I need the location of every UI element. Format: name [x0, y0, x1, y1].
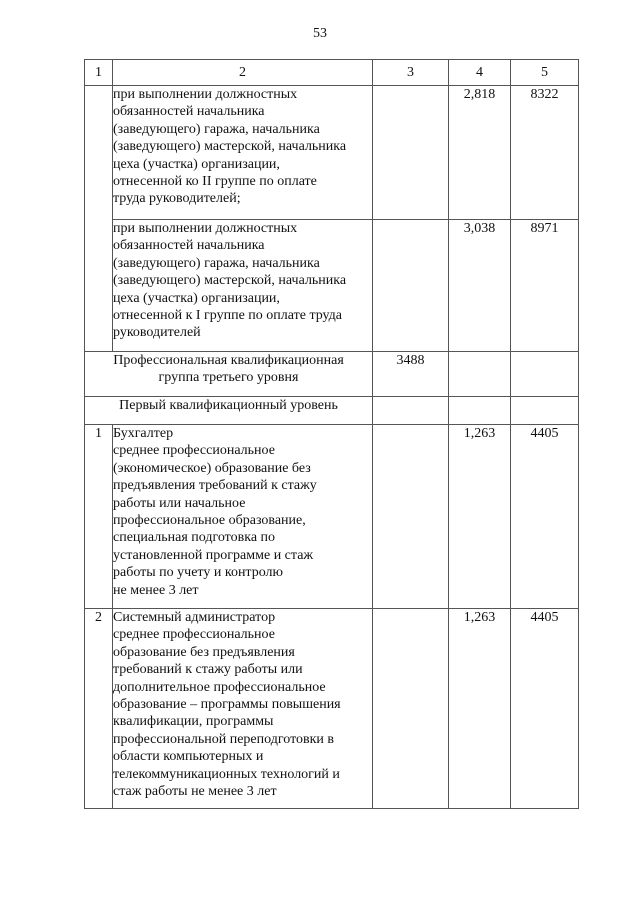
base-salary-cell	[373, 86, 449, 220]
coefficient-cell: 1,263	[449, 425, 511, 609]
empty-cell	[511, 397, 579, 425]
row-number-cell	[85, 220, 113, 352]
position-description-cell	[113, 425, 373, 609]
table-row	[85, 220, 579, 352]
coefficient-cell: 1,263	[449, 609, 511, 809]
empty-cell	[373, 397, 449, 425]
table-row	[85, 609, 579, 809]
position-number: 1	[85, 425, 113, 609]
group-title: Профессиональная квалификационная группа третьего уровня	[113, 353, 344, 386]
page-number: 53	[313, 26, 327, 41]
position-description-cell	[113, 609, 373, 809]
group-base-salary: 3488	[373, 352, 449, 397]
duty-description-text: при выполнении должностных обязанностей начальника (заведующего) гаража, начальника (заведующего) мастерской, начальника цеха (участка) организации, отнесенной к I группе по оплате труда руководителей	[113, 221, 347, 341]
base-salary-cell	[373, 220, 449, 352]
base-salary-cell	[373, 609, 449, 809]
group-title-cell	[85, 352, 373, 397]
salary-cell: 4405	[511, 609, 579, 809]
coefficient-cell: 2,818	[449, 86, 511, 220]
table-header-row	[85, 60, 579, 86]
header-col-1: 1	[85, 60, 113, 86]
duty-description-cell	[113, 220, 373, 352]
row-number-cell	[85, 86, 113, 220]
group-row	[85, 352, 579, 397]
position-description: Системный администратор среднее профессиональное образование без предъявления требований к стажу работы или дополнительное профессиональное образование – программы повышения квалификации, программы профессиональной переподготовки в области компьютерных и телекоммуникационных технологий и стаж работы не менее 3 лет	[113, 610, 341, 800]
empty-cell	[449, 397, 511, 425]
base-salary-cell	[373, 425, 449, 609]
empty-cell	[511, 352, 579, 397]
level-row	[85, 397, 579, 425]
position-description: Бухгалтер среднее профессиональное (экономическое) образование без предъявления требований к стажу работы или начальное профессиональное образование, специальная подготовка по установленной программе и стаж работы по учету и контролю не менее 3 лет	[113, 426, 317, 598]
coefficient-cell: 3,038	[449, 220, 511, 352]
header-col-5: 5	[511, 60, 579, 86]
salary-cell: 8971	[511, 220, 579, 352]
header-col-3: 3	[373, 60, 449, 86]
table-row	[85, 86, 579, 220]
position-number: 2	[85, 609, 113, 809]
level-title: Первый квалификационный уровень	[85, 397, 373, 425]
header-col-4: 4	[449, 60, 511, 86]
salary-table	[84, 59, 579, 809]
header-col-2: 2	[113, 60, 373, 86]
salary-cell: 8322	[511, 86, 579, 220]
salary-cell: 4405	[511, 425, 579, 609]
empty-cell	[449, 352, 511, 397]
duty-description-text: при выполнении должностных обязанностей начальника (заведующего) гаража, начальника (заведующего) мастерской, начальника цеха (участка) организации, отнесенной ко II группе по оплате труда руководителей;	[113, 87, 347, 207]
table-row	[85, 425, 579, 609]
duty-description-cell	[113, 86, 373, 220]
